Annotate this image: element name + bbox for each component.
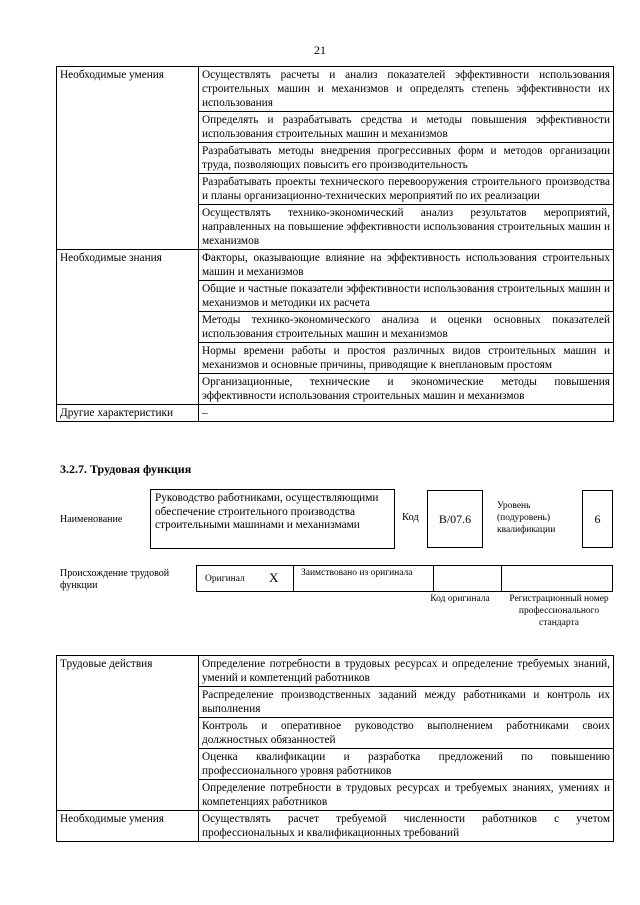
requirement-item: Осуществлять технико-экономический анализ результатов мероприятий, направленных на повышение эффективности использования строительных машин и механизмов [199,205,614,250]
requirement-item: Осуществлять расчеты и анализ показателей эффективности использования строительных машин и механизмов и определять степень эффективности их использования [199,67,614,112]
original-mark: X [269,570,279,585]
requirement-item: – [199,405,614,422]
qualification-level-label: Уровень (подуровень) квалификации [497,501,556,535]
table-row [57,250,614,281]
qualification-level-box [582,490,613,548]
requirement-item: Организационные, технические и экономические методы повышения эффективности использования строительных машин и механизмов [199,374,614,405]
origin-divider [293,566,294,591]
borrowed-label: Заимствовано из оригинала [301,568,413,578]
table-row [57,656,614,687]
requirement-item: Осуществлять расчет требуемой численности работников с учетом профессиональных и квалификационных требований [199,811,614,842]
reg-number-caption: Регистрационный номер профессионального стандарта [509,594,609,628]
origin-divider [501,566,502,591]
requirement-item: Контроль и оперативное руководство выполнением работниками своих должностных обязанностей [199,718,614,749]
table-row [57,405,614,422]
requirement-item: Распределение производственных заданий между работниками и контроль их выполнения [199,687,614,718]
code-box [427,490,483,548]
name-label: Наименование [60,514,123,525]
row-group-label: Другие характеристики [57,405,199,422]
requirement-item: Методы технико-экономического анализа и оценки основных показателей использования строительных машин и механизмов [199,312,614,343]
requirements-table-top [56,66,614,422]
requirement-item: Общие и частные показатели эффективности использования строительных машин и механизмов и методики их расчета [199,281,614,312]
table-row [57,811,614,842]
row-group-label: Трудовые действия [57,656,199,811]
code-label: Код [402,512,419,523]
section-title: 3.2.7. Трудовая функция [60,462,192,476]
requirement-item: Определять и разрабатывать средства и методы повышения эффективности использования строительных машин и механизмов [199,112,614,143]
origin-row [196,565,613,592]
requirement-item: Разрабатывать проекты технического перевооружения строительного производства и планы организационно-технических мероприятий по их реализации [199,174,614,205]
requirement-item: Нормы времени работы и простоя различных видов строительных машин и механизмов и основные причины, приводящие к внеплановым простоям [199,343,614,374]
origin-divider [433,566,434,591]
table-row [57,67,614,112]
requirement-item: Определение потребности в трудовых ресурсах и определение требуемых знаний, умений и компетенций работников [199,656,614,687]
requirement-item: Факторы, оказывающие влияние на эффективность использования строительных машин и механизмов [199,250,614,281]
page-number: 21 [314,43,326,57]
function-name-box [150,489,395,549]
requirement-item: Оценка квалификации и разработка предложений по повышению профессионального уровня работников [199,749,614,780]
row-group-label: Необходимые знания [57,250,199,405]
code-value: B/07.6 [438,512,472,526]
row-group-label: Необходимые умения [57,811,199,842]
requirement-item: Определение потребности в трудовых ресурсах и требуемых знаниях, умениях и компетенциях работников [199,780,614,811]
qualification-level-value: 6 [594,512,601,526]
original-label: Оригинал [205,574,245,584]
requirements-table-bottom [56,655,614,842]
requirement-item: Разрабатывать методы внедрения прогрессивных форм и методов организации труда, позволяющих повысить его производительность [199,143,614,174]
row-group-label: Необходимые умения [57,67,199,250]
origin-label: Происхождение трудовой функции [60,568,170,591]
function-name-value: Руководство работниками, осуществляющими обеспечение строительного производства строительными машинами и механизмами [155,492,379,531]
original-code-caption: Код оригинала [430,594,490,604]
